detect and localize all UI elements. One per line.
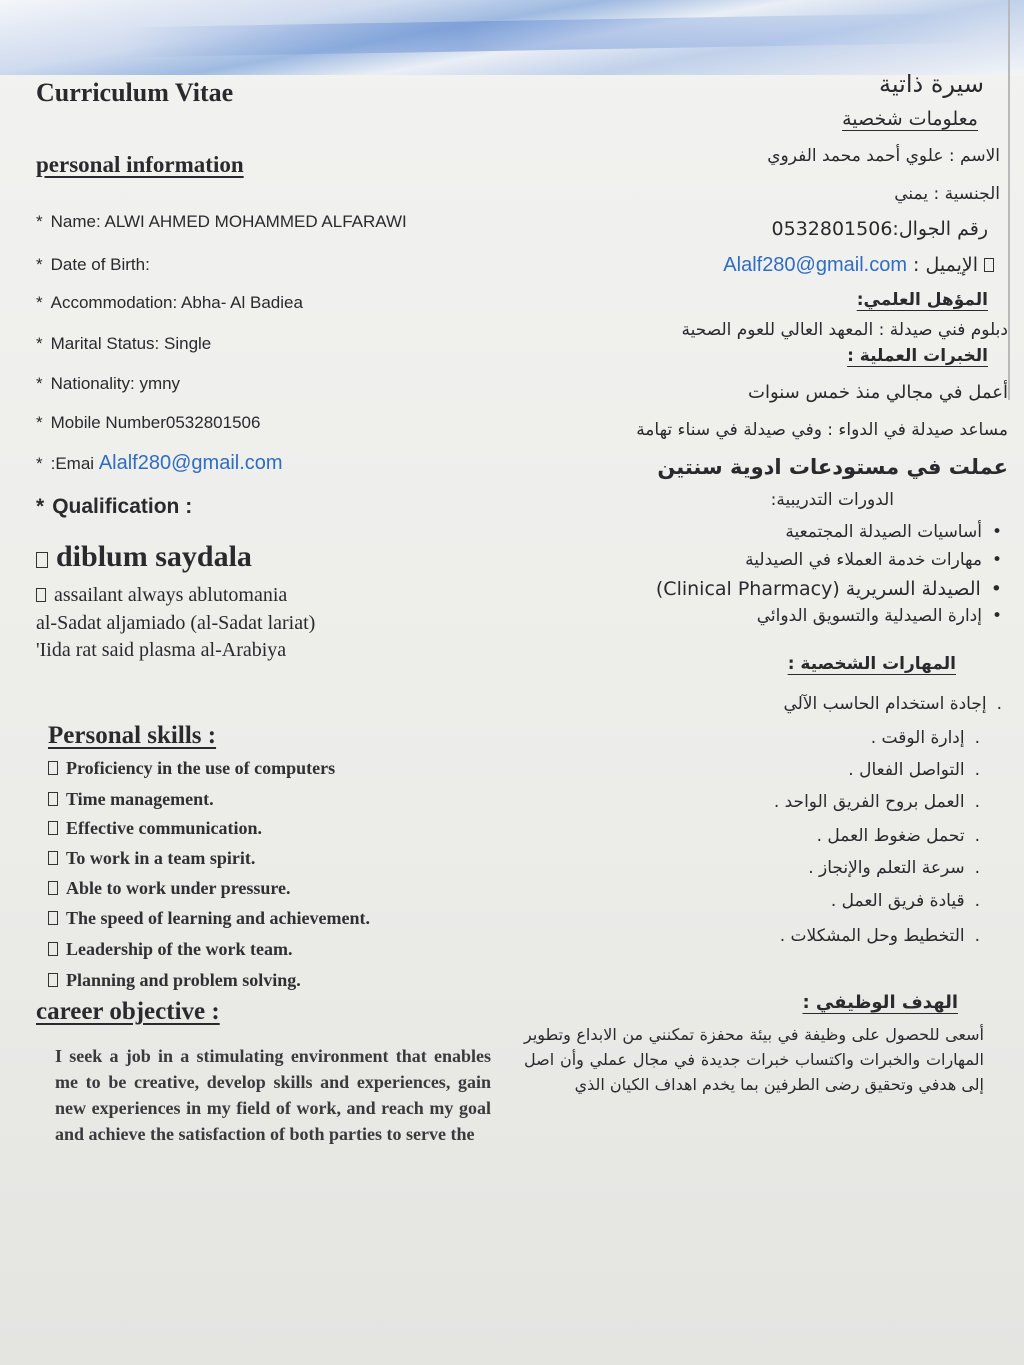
info-accommodation-text: Accommodation: Abha- Al Badiea [50, 293, 303, 312]
info-name: * Name: ALWI AHMED MOHAMMED ALFARAWI [36, 212, 407, 231]
skill-item [48, 878, 291, 899]
page-edge-line [1008, 0, 1010, 400]
skill-item [48, 908, 370, 929]
arabic-personal-heading: معلومات شخصية [842, 108, 978, 130]
skill-text: Leadership of the work team. [66, 939, 293, 959]
arabic-career-text: أسعى للحصول على وظيفة في بيئة محفزة تمكنني من الابداع وتطوير المهارات والخبرات واكتساب خبرات جديدة في مجال عملي وأن اصل إلى هدفي وتحقيق رضى الطرفين بما يخدم اهداف الكيان الذي [524, 1025, 984, 1094]
arabic-course-text: مهارات خدمة العملاء في الصيدلية [745, 550, 982, 570]
qualification-main [36, 540, 252, 574]
arabic-skill-item: .سرعة التعلم والإنجاز . [808, 858, 980, 878]
info-nationality: * Nationality: ymny [36, 374, 181, 393]
info-marital: * Marital Status: Single [36, 334, 212, 353]
info-marital-text: Marital Status: Single [50, 334, 212, 353]
info-dob: * Date of Birth: [36, 255, 150, 274]
arabic-skill-text: قيادة فريق العمل . [830, 891, 965, 911]
arabic-email [723, 254, 994, 277]
checkbox-icon [36, 552, 48, 568]
arabic-email-link[interactable]: Alalf280@gmail.com [723, 254, 907, 276]
checkbox-icon [48, 942, 58, 956]
arabic-qualification-heading: المؤهل العلمي: [856, 290, 988, 310]
arabic-skill-text: العمل بروح الفريق الواحد . [773, 792, 965, 812]
skill-text: Able to work under pressure. [66, 878, 291, 898]
arabic-skill-item: .إجادة استخدام الحاسب الآلي [783, 694, 1002, 714]
career-objective-heading: career objective : [36, 998, 220, 1025]
arabic-experience-3: عملت في مستودعات ادوية سنتين [657, 455, 1008, 479]
info-nationality-text: Nationality: ymny [50, 374, 181, 393]
arabic-course-item: •أساسيات الصيدلة المجتمعية [785, 522, 1002, 542]
checkbox-icon [48, 761, 58, 775]
skill-text: Time management. [66, 789, 214, 809]
checkbox-icon [48, 792, 58, 806]
qualification-line-3: 'Iida rat said plasma al-Arabiya [36, 639, 287, 661]
arabic-skill-text: إجادة استخدام الحاسب الآلي [783, 694, 987, 714]
skill-item [48, 789, 214, 810]
skill-item [48, 758, 335, 779]
arabic-courses-heading: الدورات التدريبية: [770, 490, 894, 510]
arabic-skill-item: .العمل بروح الفريق الواحد . [773, 792, 980, 812]
arabic-course-text: إدارة الصيدلية والتسويق الدوائي [756, 606, 982, 626]
skill-text: Planning and problem solving. [66, 970, 301, 990]
qualification-main-text: diblum saydala [56, 540, 252, 573]
arabic-experience-heading: الخبرات العملية : [847, 346, 988, 366]
skill-text: The speed of learning and achievement. [66, 908, 370, 928]
arabic-skill-item: .إدارة الوقت . [870, 728, 980, 748]
arabic-skill-text: سرعة التعلم والإنجاز . [808, 858, 965, 878]
info-dob-text: Date of Birth: [50, 255, 150, 274]
arabic-experience-1: أعمل في مجالي منذ خمس سنوات [748, 382, 1008, 403]
checkbox-icon [48, 821, 58, 835]
arabic-skill-text: إدارة الوقت . [870, 728, 965, 748]
cv-title: Curriculum Vitae [36, 78, 234, 107]
arabic-nationality: الجنسية : يمني [894, 184, 1000, 204]
skill-item [48, 970, 301, 991]
info-email-label: :Emai [50, 454, 95, 473]
arabic-course-text: الصيدلة السريرية (Clinical Pharmacy) [655, 578, 981, 600]
arabic-skill-text: التواصل الفعال . [848, 760, 965, 780]
arabic-mobile: رقم الجوال:0532801506 [771, 218, 988, 240]
qualification-line-1-text: assailant always ablutomania [54, 584, 288, 606]
qualification-line-1 [36, 584, 287, 607]
skill-item [48, 939, 292, 960]
arabic-course-item: •مهارات خدمة العملاء في الصيدلية [745, 550, 1002, 570]
arabic-course-text: أساسيات الصيدلة المجتمعية [785, 522, 982, 542]
checkbox-icon [48, 881, 58, 895]
info-accommodation: * Accommodation: Abha- Al Badiea [36, 293, 303, 312]
info-email: * :Emai Alalf280@gmail.com [36, 452, 283, 474]
arabic-email-label: الإيميل : [913, 254, 978, 276]
qualification-heading: * Qualification : [36, 495, 193, 518]
info-name-text: Name: ALWI AHMED MOHAMMED ALFARAWI [50, 212, 407, 231]
skill-text: To work in a team spirit. [66, 848, 256, 868]
career-objective-text: I seek a job in a stimulating environment that enables me to be creative, develop skills and experiences, gain new experiences in my field of work, and reach my goal and achieve the satisfaction of both parties to serve the [55, 1046, 491, 1144]
arabic-course-item: •إدارة الصيدلية والتسويق الدوائي [756, 606, 1002, 626]
arabic-course-item: •الصيدلة السريرية (Clinical Pharmacy) [655, 578, 1002, 600]
arabic-skill-item: .التخطيط وحل المشكلات . [779, 926, 980, 946]
arabic-skill-item: .التواصل الفعال . [848, 760, 980, 780]
checkbox-icon [48, 911, 58, 925]
skill-item [48, 848, 255, 869]
checkbox-icon [48, 851, 58, 865]
info-mobile-text: Mobile Number0532801506 [50, 413, 261, 432]
arabic-career-heading: الهدف الوظيفي : [802, 992, 958, 1013]
personal-info-heading: personal information [36, 152, 244, 177]
arabic-qualification-text: دبلوم فني صيدلة : المعهد العالي للعوم الصحية [681, 320, 1008, 340]
arabic-skill-item: .تحمل ضغوط العمل . [816, 826, 980, 846]
skills-heading: Personal skills : [48, 722, 217, 749]
arabic-skill-text: التخطيط وحل المشكلات . [779, 926, 965, 946]
arabic-skill-item: .قيادة فريق العمل . [830, 891, 980, 911]
arabic-skills-heading: المهارات الشخصية : [787, 654, 956, 674]
skill-item [48, 818, 262, 839]
arabic-skill-text: تحمل ضغوط العمل . [816, 826, 965, 846]
arabic-name: الاسم : علوي أحمد محمد الفروي [767, 146, 1000, 166]
arabic-title: سيرة ذاتية [879, 70, 984, 98]
checkbox-icon [48, 973, 58, 987]
checkbox-icon [984, 258, 994, 272]
skill-text: Effective communication. [66, 818, 262, 838]
checkbox-icon [36, 588, 46, 602]
qualification-line-2: al-Sadat aljamiado (al-Sadat lariat) [36, 612, 316, 634]
qualification-heading-text: Qualification : [52, 495, 193, 518]
skill-text: Proficiency in the use of computers [66, 758, 336, 778]
arabic-experience-2: مساعد صيدلة في الدواء : وفي صيدلة في سناء تهامة [636, 420, 1008, 440]
info-mobile: * Mobile Number0532801506 [36, 413, 261, 432]
email-link[interactable]: Alalf280@gmail.com [98, 452, 283, 474]
